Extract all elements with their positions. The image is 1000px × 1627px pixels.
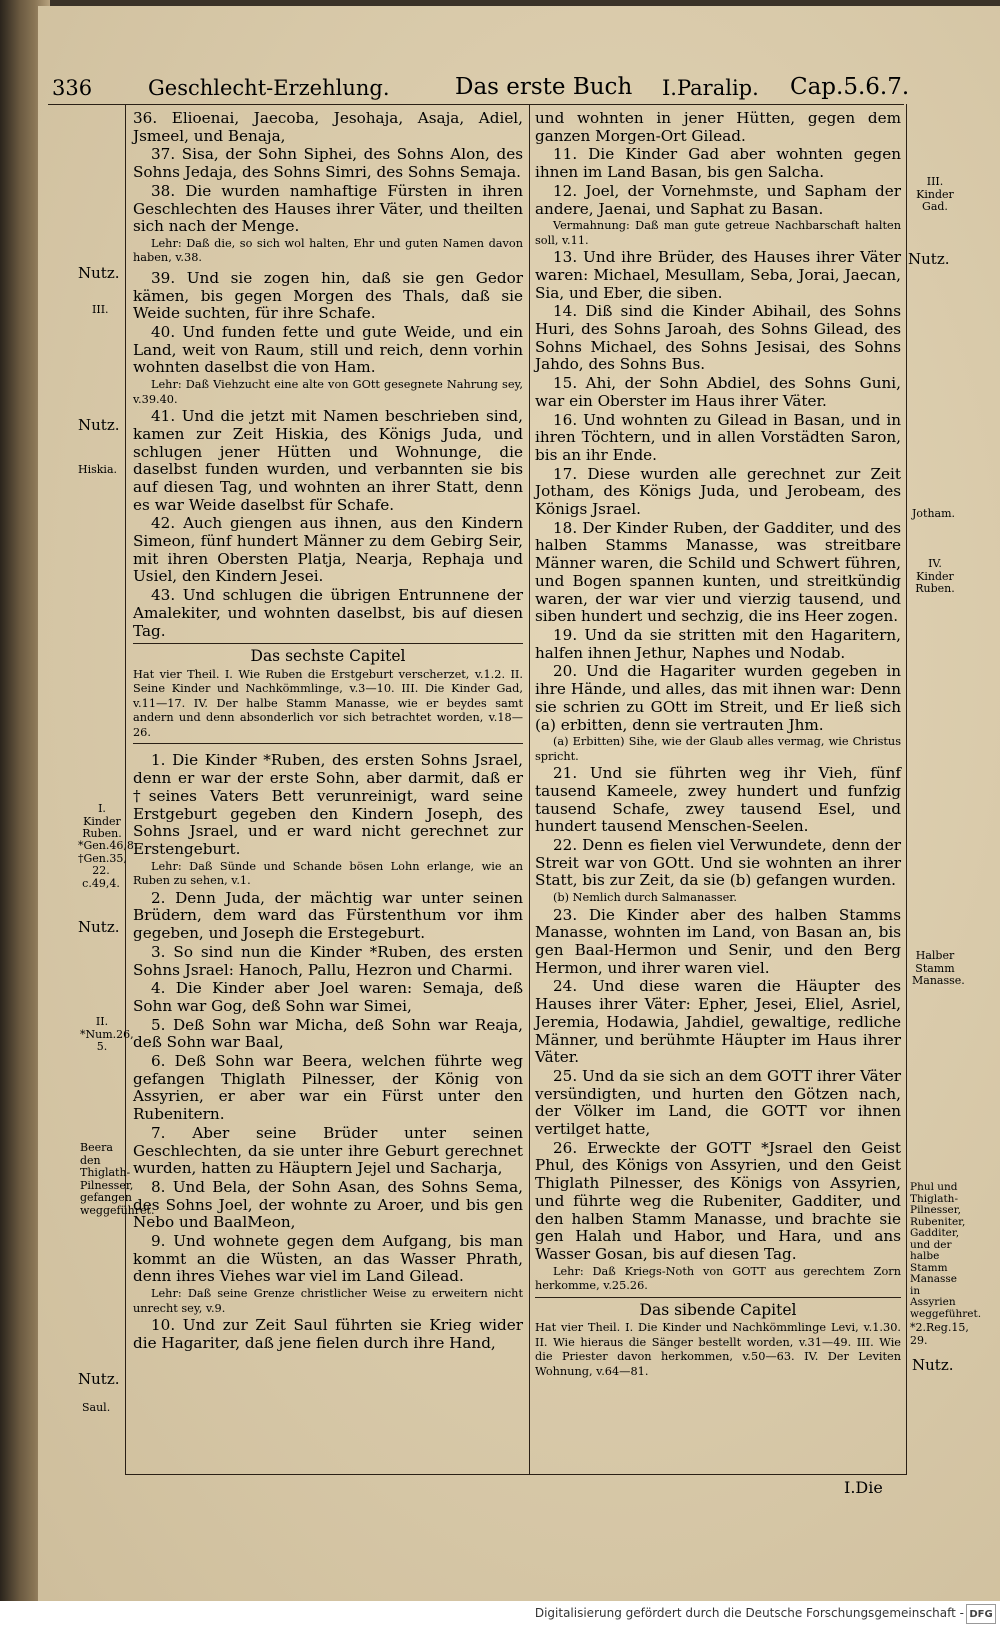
verse-22: 22. Denn es fielen viel Verwundete, denn der Streit war von GOtt. Und sie wohnten an ihrer Statt, bis zur Zeit, da sie (b) gefangen wurden. (535, 836, 901, 890)
lehr-note: Lehr: Daß seine Grenze christlicher Weise zu erweitern nicht unrecht sey, v.9. (133, 1287, 523, 1315)
verse-11: 11. Die Kinder Gad aber wohnten gegen ihnen im Land Basan, bis gen Salcha. (535, 145, 901, 182)
verse-10: 10. Und zur Zeit Saul führten sie Krieg wider die Hagariter, daß jene fielen durch ihre Hand, (133, 1316, 523, 1352)
bottom-rule (125, 1474, 907, 1475)
chapter-rule (133, 743, 523, 744)
margin-nutz: Nutz. (908, 250, 950, 268)
margin-nutz: Nutz. (78, 918, 120, 936)
margin-kinder-gad: III. Kinder Gad. (916, 175, 954, 213)
chapter-rule (133, 643, 523, 644)
chapter-rule (535, 1297, 901, 1298)
margin-kinder-ruben: IV. Kinder Ruben. (915, 557, 955, 595)
header-rule (48, 104, 904, 105)
verse-40: 40. Und funden fette und gute Weide, und ein Land, weit von Raum, still und reich, denn vorhin wohnten daselbst die von Ham. (133, 323, 523, 377)
margin-beera: Beera den Thiglath-Pilnesser, gefangen weggeführet. (80, 1141, 155, 1217)
margin-nutz: Nutz. (78, 1370, 120, 1388)
left-column-rule (125, 104, 126, 1474)
lehr-note: Lehr: Daß Viehzucht eine alte von GOtt gesegnete Nahrung sey, v.39.40. (133, 378, 523, 406)
verse-3: 3. So sind nun die Kinder *Ruben, des ersten Sohns Jsrael: Hanoch, Pallu, Hezron und Charmi. (133, 942, 523, 979)
verse-24: 24. Und diese waren die Häupter des Hauses ihrer Väter: Epher, Jesei, Eliel, Asriel, Jeremia, Hodawia, Jahdiel, gewaltige, redliche Männer, und berühmte Häupter im Haus ihrer Väter. (535, 977, 901, 1067)
verse-12: 12. Joel, der Vornehmste, und Sapham der andere, Jaenai, und Saphat zu Basan. (535, 181, 901, 218)
lehr-note: Lehr: Daß Kriegs-Noth von GOTT aus gerechtem Zorn herkomme, v.25.26. (535, 1264, 901, 1293)
verse-42: 42. Auch giengen aus ihnen, aus den Kindern Simeon, fünf hundert Männer zu dem Gebirg Seir, mit ihren Obersten Platja, Nearja, Rephaja und Usiel, den Kindern Jesei. (133, 514, 523, 586)
verse-41: 41. Und die jetzt mit Namen beschrieben sind, kamen zur Zeit Hiskia, des Königs Juda, und schlugen jener Hütten und Wohnunge, die daselbst funden wurden, und verbannten sie bis auf diesen Tag, und wohnten an ihrer Statt, denn es war Weide daselbst für Schafe. (133, 407, 523, 514)
verse-6: 6. Deß Sohn war Beera, welchen führte weg gefangen Thiglath Pilnesser, der König von Assyrien, er aber war ein Fürst unter den Rubenitern. (133, 1052, 523, 1124)
margin-refs: *Gen.46,8. †Gen.35, 22. c.49,4. (78, 839, 138, 890)
verse-23: 23. Die Kinder aber des halben Stamms Manasse, wohnten im Land, von Basan an, bis gen Baal-Hermon und Senir, und den Berg Hermon, und ihrer waren viel. (535, 905, 901, 977)
chapter-7-title: Das sibende Capitel (639, 1300, 797, 1319)
verse-10-cont: und wohnten in jener Hütten, gegen dem ganzen Morgen-Ort Gilead. (535, 109, 901, 145)
right-column-rule (906, 104, 907, 1474)
verse-37: 37. Sisa, der Sohn Siphei, des Sohns Alon, des Sohns Jedaja, des Sohns Simri, des Sohns Semaja. (133, 145, 523, 182)
vermahnung-note: Vermahnung: Daß man gute getreue Nachbarschaft halten soll, v.11. (535, 219, 901, 247)
verse-36: 36. Elioenai, Jaecoba, Jesohaja, Asaja, Adiel, Jsmeel, und Benaja, (133, 109, 523, 145)
verse-2: 2. Denn Juda, der mächtig war unter seinen Brüdern, dem ward das Fürstenthum vor ihm gegeben, und Joseph die Erstegeburt. (133, 888, 523, 943)
verse-21: 21. Und sie führten weg ihr Vieh, fünf tausend Kameele, zwey hundert und funfzig tausend Schafe, zwey tausend Esel, und hundert tausend Menschen-Seelen. (535, 764, 901, 836)
margin-nutz: Nutz. (78, 416, 120, 434)
margin-refs: II. *Num.26, 5. (80, 1015, 134, 1053)
margin-nutz: Nutz. (912, 1356, 954, 1374)
chapter-6-title: Das sechste Capitel (250, 647, 406, 666)
dfg-logo: DFG (966, 1604, 996, 1624)
running-title-center: Das erste Buch (455, 74, 633, 100)
page-number: 336 (52, 76, 93, 100)
digitization-credit: Digitalisierung gefördert durch die Deutsche Forschungsgemeinschaft - (534, 1606, 964, 1620)
verse-5: 5. Deß Sohn war Micha, deß Sohn war Reaja, deß Sohn war Baal, (133, 1015, 523, 1052)
verse-38: 38. Die wurden namhaftige Fürsten in ihren Geschlechten des Hauses ihrer Väter, und theilten sich nach der Menge. (133, 181, 523, 236)
margin-phul: Phul und Thiglath-Pilnesser, Rubeniter, Gadditer, und der halbe Stamm Manasse in Assyrien weggeführet. (910, 1181, 982, 1320)
chapter-ref: Cap.5.6.7. (790, 74, 910, 100)
verse-7: 7. Aber seine Brüder unter seinen Geschlechten, da sie unter ihre Geburt gerechnet wurden, hatten zu Häuptern Jejel und Sacharja, (133, 1123, 523, 1178)
margin-jotham: Jotham. (912, 507, 956, 520)
chapter-6-summary: Hat vier Theil. I. Wie Ruben die Erstgeburt verscherzet, v.1.2. II. Seine Kinder und Nachkömmlinge, v.3—10. III. Die Kinder Gad, v.11—17. IV. Der halbe Stamm Manasse, wie er beydes samt andern und denn absonderlich vor sich betrachtet worden, v.18—26. (133, 667, 523, 739)
verse-15: 15. Ahi, der Sohn Abdiel, des Sohns Guni, war ein Oberster im Haus ihrer Väter. (535, 374, 901, 410)
verse-1: 1. Die Kinder *Ruben, des ersten Sohns Jsrael, denn er war der erste Sohn, aber darmit, daß er †seines Vaters Bett verunreinigt, ward seine Erstgeburt gegeben den Kindern Joseph, des Sohns Jsrael, und er ward nicht gerechnet zur Erstengeburt. (133, 751, 523, 858)
verse-26: 26. Erweckte der GOTT *Jsrael den Geist Phul, des Königs von Assyrien, und den Geist Thiglath Pilnesser, des Königs von Assyrien, und führte weg die Rubeniter, Gadditer, und den halben Stamm Manasse, und brachte sie gen Halah und Habor, und Hara, und ans Wasser Gosan, bis auf diesen Tag. (535, 1138, 901, 1263)
verse-17: 17. Diese wurden alle gerechnet zur Zeit Jotham, des Königs Juda, und Jerobeam, des Königs Jsrael. (535, 464, 901, 519)
margin-halber-stamm: Halber Stamm Manasse. (912, 949, 965, 987)
catchword: I.Die (844, 1478, 883, 1497)
margin-ref: *2.Reg.15, 29. (910, 1321, 969, 1347)
verse-4: 4. Die Kinder aber Joel waren: Semaja, deß Sohn war Gog, deß Sohn war Simei, (133, 979, 523, 1015)
verse-19: 19. Und da sie stritten mit den Hagaritern, halfen ihnen Jethur, Naphes und Nodab. (535, 625, 901, 662)
margin-saul: Saul. (82, 1401, 111, 1414)
verse-43: 43. Und schlugen die übrigen Entrunnene der Amalekiter, und wohnten daselbst, bis auf diesen Tag. (133, 586, 523, 640)
verse-8: 8. Und Bela, der Sohn Asan, des Sohns Sema, des Sohns Joel, der wohnte zu Aroer, und bis gen Nebo und BaalMeon, (133, 1177, 523, 1232)
running-title-left: Geschlecht-Erzehlung. (148, 76, 390, 100)
verse-16: 16. Und wohnten zu Gilead in Basan, und in ihren Töchtern, und in allen Vorstädten Saron, bis an ihr Ende. (535, 410, 901, 464)
margin-kinder-ruben: I. Kinder Ruben. (82, 802, 122, 840)
footnote-b: (b) Nemlich durch Salmanasser. (553, 891, 738, 905)
right-column-text (535, 110, 901, 1380)
chapter-7-summary: Hat vier Theil. I. Die Kinder und Nachkömmlinge Levi, v.1.30. II. Wie hieraus die Sänger bestellt worden, v.31—49. III. Wie die Priester davon herkommen, v.50—63. IV. Der Leviten Wohnung, v.64—81. (535, 1321, 901, 1378)
lehr-note: Lehr: Daß Sünde und Schande bösen Lohn erlange, wie an Ruben zu sehen, v.1. (133, 859, 523, 888)
verse-20: 20. Und die Hagariter wurden gegeben in ihre Hände, und alles, das mit ihnen war: Denn sie schrien zu GOtt im Streit, und Er ließ sich (a) erbitten, denn sie vertrauten Jhm. (535, 662, 901, 734)
verse-39: 39. Und sie zogen hin, daß sie gen Gedor kämen, bis gegen Morgen des Thals, daß sie Weide suchten, für ihre Schafe. (133, 268, 523, 323)
margin-nutz: Nutz. (78, 264, 120, 282)
verse-18: 18. Der Kinder Ruben, der Gadditer, und des halben Stamms Manasse, was streitbare Männer waren, die Schild und Schwert führen, und Bogen spannen kunten, und streitkündig waren, der war vier und vierzig tausend, und siben hundert und sechzig, die ins Heer zogen. (535, 518, 901, 626)
lehr-note: Lehr: Daß die, so sich wol halten, Ehr und guten Namen davon haben, v.38. (133, 236, 523, 265)
book-name: I.Paralip. (662, 76, 759, 100)
footnote-a: (a) Erbitten) Sihe, wie der Glaub alles vermag, wie Christus spricht. (535, 735, 901, 763)
margin-hiskia: Hiskia. (78, 463, 117, 476)
center-column-rule (529, 104, 530, 1474)
margin-section: III. (92, 303, 109, 316)
verse-25: 25. Und da sie sich an dem GOTT ihrer Väter versündigten, und hurten den Götzen nach, der Völker im Land, die GOTT vor ihnen vertilget hatte, (535, 1066, 901, 1139)
verse-9: 9. Und wohnete gegen dem Aufgang, bis man kommt an die Wüsten, an das Wasser Phrath, denn ihres Viehes war viel im Land Gilead. (133, 1232, 523, 1286)
left-column-text (133, 110, 523, 1354)
verse-13: 13. Und ihre Brüder, des Hauses ihrer Väter waren: Michael, Mesullam, Seba, Jorai, Jaecan, Sia, und Eber, die siben. (535, 248, 901, 302)
verse-14: 14. Diß sind die Kinder Abihail, des Sohns Huri, des Sohns Jaroah, des Sohns Gilead, des Sohns Michael, des Sohns Jesisai, des Sohns Jahdo, des Sohns Bus. (535, 302, 901, 374)
